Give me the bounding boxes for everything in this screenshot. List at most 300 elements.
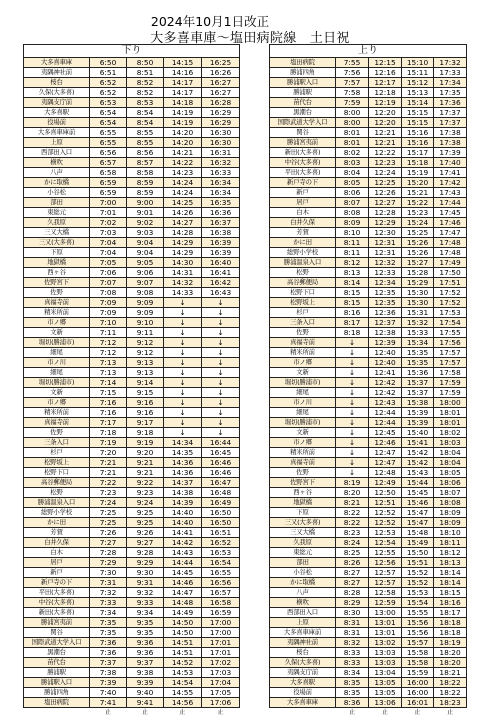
departure-time: 16:37 [202, 218, 240, 228]
table-row [270, 668, 467, 678]
stop-name: 大多喜車庫前 [270, 628, 336, 638]
departure-time: 14:44 [164, 558, 202, 568]
departure-time: 14:34 [164, 438, 202, 448]
departure-time: 12:44 [369, 418, 402, 428]
stop-name: 横吹 [270, 598, 336, 608]
departure-time: 7:16 [90, 408, 127, 418]
departure-time: ↓ [164, 408, 202, 418]
departure-time: 9:24 [127, 498, 164, 508]
stop-name: 西ヶ谷 [24, 268, 90, 278]
departure-time: 15:43 [402, 468, 434, 478]
departure-time: 17:36 [434, 98, 467, 108]
stop-name: 三又大橋 [270, 528, 336, 538]
departure-time: 17:57 [434, 358, 467, 368]
stop-name: 文新 [24, 388, 90, 398]
departure-time: 18:02 [434, 428, 467, 438]
departure-time: 17:52 [434, 288, 467, 298]
departure-time: 12:51 [369, 498, 402, 508]
departure-time: 16:30 [202, 138, 240, 148]
departure-time: 7:15 [90, 388, 127, 398]
departure-time: 12:29 [369, 218, 402, 228]
departure-time: 18:01 [434, 408, 467, 418]
departure-time: 9:41 [127, 698, 164, 708]
stop-name: 文新 [270, 368, 336, 378]
departure-time: 15:42 [402, 458, 434, 468]
terminal-mark: 止 [127, 708, 164, 717]
table-row [24, 308, 240, 318]
stop-name: 塩田病院 [270, 58, 336, 68]
stop-name: かに田 [270, 238, 336, 248]
departure-time: 6:56 [90, 148, 127, 158]
departure-time: 7:36 [90, 638, 127, 648]
departure-time: 15:42 [402, 448, 434, 458]
table-row [270, 558, 467, 568]
table-row [270, 688, 467, 698]
stop-name: 堀切(勝浦市) [270, 418, 336, 428]
departure-time: 7:27 [90, 538, 127, 548]
departure-time: 14:39 [164, 498, 202, 508]
stop-name: 市ノ郷 [270, 438, 336, 448]
table-row [270, 138, 467, 148]
departure-time: 14:56 [164, 698, 202, 708]
departure-time: 14:17 [164, 78, 202, 88]
table-row [270, 438, 467, 448]
departure-time: 13:02 [369, 638, 402, 648]
stop-name: 小谷松 [24, 188, 90, 198]
departure-time: 7:07 [90, 278, 127, 288]
departure-time: 9:01 [127, 208, 164, 218]
departure-time: 12:56 [369, 558, 402, 568]
table-row [270, 408, 467, 418]
departure-time: 17:56 [434, 338, 467, 348]
departure-time: 7:09 [90, 308, 127, 318]
departure-time: 17:01 [202, 638, 240, 648]
departure-time: 15:15 [402, 118, 434, 128]
stop-name: 国際武道大学入口 [270, 118, 336, 128]
stop-name: 久我原 [270, 538, 336, 548]
table-row [270, 178, 467, 188]
stop-name: 役場前 [24, 118, 90, 128]
down-timetable [23, 44, 240, 717]
departure-time: 17:38 [434, 128, 467, 138]
table-row [24, 488, 240, 498]
departure-time: 6:54 [90, 118, 127, 128]
stop-name: 勝浦宮夷前 [24, 618, 90, 628]
departure-time: 18:04 [434, 448, 467, 458]
departure-time: 9:31 [127, 578, 164, 588]
stop-name: 苗代台 [24, 658, 90, 668]
terminal-mark: 止 [164, 708, 202, 717]
stop-name: 杉戸 [270, 308, 336, 318]
departure-time: ↓ [202, 338, 240, 348]
departure-time: 12:21 [369, 128, 402, 138]
departure-time: 12:31 [369, 248, 402, 258]
table-row [270, 338, 467, 348]
departure-time: 16:29 [202, 108, 240, 118]
departure-time: 12:26 [369, 188, 402, 198]
departure-time: 14:31 [164, 268, 202, 278]
departure-time: ↓ [164, 418, 202, 428]
departure-time: 18:03 [434, 438, 467, 448]
departure-time: 7:25 [90, 508, 127, 518]
departure-time: 14:55 [164, 688, 202, 698]
table-row [270, 318, 467, 328]
departure-time: 17:44 [434, 198, 467, 208]
stop-name: 松野坂上 [270, 298, 336, 308]
departure-time: 17:58 [434, 368, 467, 378]
stop-name: 西部田入口 [270, 608, 336, 618]
table-row [24, 168, 240, 178]
departure-time: 16:44 [202, 438, 240, 448]
stop-name: 夷隅神社前 [270, 638, 336, 648]
departure-time: 17:00 [202, 618, 240, 628]
departure-time: 15:19 [402, 168, 434, 178]
stop-name: 精米所前 [270, 348, 336, 358]
departure-time: 15:58 [402, 658, 434, 668]
departure-time: 15:30 [402, 298, 434, 308]
departure-time: ↓ [164, 308, 202, 318]
departure-time: 14:29 [164, 248, 202, 258]
departure-time: 14:20 [164, 128, 202, 138]
table-row [270, 258, 467, 268]
departure-time: 13:03 [369, 658, 402, 668]
stop-name: 八声 [24, 168, 90, 178]
terminal-mark: 止 [202, 708, 240, 717]
stop-name: 市ノ川 [270, 398, 336, 408]
departure-time: 9:02 [127, 218, 164, 228]
departure-time: 18:16 [434, 598, 467, 608]
departure-time: 15:20 [402, 178, 434, 188]
departure-time: 14:51 [164, 648, 202, 658]
stop-name: 平田(大多喜) [270, 168, 336, 178]
departure-time: 8:58 [127, 168, 164, 178]
departure-time: 16:59 [202, 608, 240, 618]
departure-time: 9:14 [127, 378, 164, 388]
departure-time: 8:59 [127, 188, 164, 198]
table-row [270, 268, 467, 278]
stop-name: 桜台 [270, 648, 336, 658]
departure-time: 15:46 [402, 498, 434, 508]
departure-time: ↓ [336, 388, 369, 398]
departure-time: 16:39 [202, 238, 240, 248]
terminal-row [270, 708, 467, 717]
table-row [24, 458, 240, 468]
table-row [24, 428, 240, 438]
table-row [270, 98, 467, 108]
departure-time: 8:17 [336, 318, 369, 328]
departure-time: 17:00 [202, 628, 240, 638]
stop-name: 久保(大多喜) [270, 658, 336, 668]
departure-time: 9:35 [127, 628, 164, 638]
table-row [24, 188, 240, 198]
table-row [270, 388, 467, 398]
departure-time: 7:13 [90, 358, 127, 368]
table-row [270, 578, 467, 588]
departure-time: 8:19 [336, 478, 369, 488]
departure-time: 9:36 [127, 648, 164, 658]
departure-time: 12:33 [369, 268, 402, 278]
departure-time: 17:41 [434, 168, 467, 178]
stop-name: 佐野宮下 [270, 478, 336, 488]
departure-time: 15:13 [402, 88, 434, 98]
departure-time: 13:06 [369, 698, 402, 708]
departure-time: 16:27 [202, 78, 240, 88]
table-row [270, 128, 467, 138]
table-row [270, 118, 467, 128]
table-row [24, 688, 240, 698]
stop-name: 地獄橋 [270, 498, 336, 508]
stop-name: 精米所前 [24, 308, 90, 318]
departure-time: 12:31 [369, 238, 402, 248]
departure-time: 15:22 [402, 198, 434, 208]
departure-time: 12:40 [369, 348, 402, 358]
departure-time: 12:57 [369, 568, 402, 578]
stop-name: 黒潮台 [270, 108, 336, 118]
departure-time: 18:06 [434, 478, 467, 488]
departure-time: 12:39 [369, 338, 402, 348]
departure-time: 12:28 [369, 208, 402, 218]
stop-name: 部田 [24, 198, 90, 208]
departure-time: 15:50 [402, 548, 434, 558]
departure-time: ↓ [336, 418, 369, 428]
table-row [24, 108, 240, 118]
departure-time: 9:33 [127, 598, 164, 608]
departure-time: 12:17 [369, 78, 402, 88]
departure-time: 7:56 [336, 68, 369, 78]
departure-time: 7:22 [90, 478, 127, 488]
departure-time: 14:45 [164, 568, 202, 578]
stop-name: 堀切(勝浦市) [24, 378, 90, 388]
departure-time: 7:36 [90, 648, 127, 658]
departure-time: 9:35 [127, 618, 164, 628]
departure-time: 17:48 [434, 248, 467, 258]
table-row [24, 148, 240, 158]
table-row [270, 458, 467, 468]
table-row [270, 358, 467, 368]
stop-name: 地獄橋 [24, 258, 90, 268]
stop-name: 精米所前 [270, 448, 336, 458]
table-row [24, 248, 240, 258]
departure-time: 14:35 [164, 448, 202, 458]
departure-time: 14:27 [164, 218, 202, 228]
stop-name: 白木 [24, 548, 90, 558]
table-row [24, 658, 240, 668]
departure-time: 18:19 [434, 638, 467, 648]
departure-time: 14:42 [164, 538, 202, 548]
table-row [24, 298, 240, 308]
departure-time: ↓ [336, 448, 369, 458]
departure-time: 14:19 [164, 108, 202, 118]
stop-name: 白井久保 [24, 538, 90, 548]
table-row [270, 588, 467, 598]
table-row [24, 278, 240, 288]
departure-time: 18:05 [434, 468, 467, 478]
departure-time: 9:03 [127, 228, 164, 238]
departure-time: 9:21 [127, 458, 164, 468]
departure-time: 12:42 [369, 378, 402, 388]
departure-time: 14:32 [164, 278, 202, 288]
departure-time: 14:15 [164, 58, 202, 68]
table-row [24, 508, 240, 518]
departure-time: 9:20 [127, 448, 164, 458]
departure-time: 15:15 [402, 108, 434, 118]
stop-name: 上原 [270, 618, 336, 628]
table-row [270, 308, 467, 318]
departure-time: 14:40 [164, 508, 202, 518]
departure-time: 15:14 [402, 98, 434, 108]
stop-name: 芳賀 [24, 528, 90, 538]
departure-time: 8:31 [336, 628, 369, 638]
departure-time: 9:29 [127, 558, 164, 568]
stop-name: かに取橋 [24, 178, 90, 188]
terminal-row [24, 708, 240, 717]
stop-name: 高谷郵便局 [270, 278, 336, 288]
departure-time: 12:35 [369, 298, 402, 308]
departure-time: 7:31 [90, 578, 127, 588]
departure-time: 7:14 [90, 378, 127, 388]
table-row [24, 328, 240, 338]
table-row [270, 538, 467, 548]
departure-time: 16:01 [402, 698, 434, 708]
table-row [270, 148, 467, 158]
departure-time: 18:12 [434, 548, 467, 558]
stop-name: 夷隅支庁前 [270, 668, 336, 678]
table-row [270, 278, 467, 288]
departure-time: 17:43 [434, 188, 467, 198]
departure-time: 14:50 [164, 628, 202, 638]
table-row [270, 238, 467, 248]
departure-time: ↓ [336, 438, 369, 448]
table-row [24, 618, 240, 628]
departure-time: 9:15 [127, 388, 164, 398]
departure-time: 14:40 [164, 518, 202, 528]
departure-time: 14:47 [164, 588, 202, 598]
departure-time: 7:20 [90, 448, 127, 458]
departure-time: 13:04 [369, 668, 402, 678]
stop-name: 白木 [270, 208, 336, 218]
departure-time: 16:56 [202, 578, 240, 588]
departure-time: 16:58 [202, 598, 240, 608]
table-row [24, 388, 240, 398]
departure-time: 14:38 [164, 488, 202, 498]
departure-time: 18:08 [434, 498, 467, 508]
table-row [270, 548, 467, 558]
departure-time: 17:01 [202, 648, 240, 658]
departure-time: 7:06 [90, 268, 127, 278]
departure-time: 17:49 [434, 258, 467, 268]
departure-time: 13:01 [369, 628, 402, 638]
stop-name: 関谷 [270, 128, 336, 138]
departure-time: 15:56 [402, 618, 434, 628]
stop-name: 西部田入口 [24, 148, 90, 158]
table-row [270, 58, 467, 68]
terminal-mark: 止 [402, 708, 434, 717]
departure-time: 12:20 [369, 118, 402, 128]
stop-name: 市ノ郷 [24, 318, 90, 328]
stop-name: 苗代台 [270, 98, 336, 108]
table-row [270, 598, 467, 608]
stop-name: 東総元 [24, 208, 90, 218]
departure-time: 16:38 [202, 228, 240, 238]
stop-name: 新戸寺の下 [270, 178, 336, 188]
departure-time: 6:59 [90, 188, 127, 198]
departure-time: 8:54 [127, 118, 164, 128]
terminal-mark: 止 [434, 708, 467, 717]
departure-time: ↓ [202, 318, 240, 328]
departure-time: 8:04 [336, 168, 369, 178]
departure-time: 9:26 [127, 528, 164, 538]
departure-time: 16:41 [202, 268, 240, 278]
departure-time: 12:21 [369, 138, 402, 148]
departure-time: 9:08 [127, 288, 164, 298]
departure-time: 8:26 [336, 558, 369, 568]
table-row [24, 118, 240, 128]
departure-time: 15:29 [402, 278, 434, 288]
stop-name: 居戸 [270, 198, 336, 208]
departure-time: 14:17 [164, 88, 202, 98]
departure-time: ↓ [336, 428, 369, 438]
departure-time: 17:54 [434, 318, 467, 328]
departure-time: 14:52 [164, 658, 202, 668]
departure-time: 14:29 [164, 238, 202, 248]
table-row [24, 58, 240, 68]
table-row [270, 518, 467, 528]
departure-time: 15:26 [402, 248, 434, 258]
departure-time: 15:55 [402, 608, 434, 618]
stop-name: 勝浦駅 [24, 668, 90, 678]
departure-time: 7:32 [90, 588, 127, 598]
departure-time: 16:54 [202, 558, 240, 568]
departure-time: 16:25 [202, 58, 240, 68]
table-row [270, 168, 467, 178]
departure-time: 8:14 [336, 278, 369, 288]
table-row [270, 508, 467, 518]
table-row [24, 678, 240, 688]
departure-time: 8:00 [336, 118, 369, 128]
table-row [270, 398, 467, 408]
departure-time: 18:21 [434, 668, 467, 678]
departure-time: 15:34 [402, 338, 434, 348]
departure-time: ↓ [202, 348, 240, 358]
terminal-spacer [270, 708, 336, 717]
departure-time: 9:13 [127, 368, 164, 378]
departure-time: 12:18 [369, 88, 402, 98]
table-row [24, 368, 240, 378]
departure-time: 7:37 [90, 658, 127, 668]
up-timetable [269, 44, 467, 717]
departure-time: 15:10 [402, 58, 434, 68]
table-row [270, 488, 467, 498]
table-row [24, 348, 240, 358]
table-row [270, 698, 467, 708]
departure-time: 12:47 [369, 458, 402, 468]
stop-name: 勝浦宮夷前 [270, 138, 336, 148]
stop-name: 松野 [270, 268, 336, 278]
departure-time: 17:55 [434, 328, 467, 338]
departure-time: 6:55 [90, 138, 127, 148]
departure-time: 8:15 [336, 288, 369, 298]
departure-time: 16:48 [202, 488, 240, 498]
table-row [24, 218, 240, 228]
departure-time: 15:17 [402, 148, 434, 158]
departure-time: 16:28 [202, 98, 240, 108]
stop-name: 東総元 [270, 548, 336, 558]
table-row [270, 368, 467, 378]
departure-time: 17:34 [434, 78, 467, 88]
departure-time: 12:20 [369, 108, 402, 118]
departure-time: 17:03 [202, 668, 240, 678]
departure-time: 15:35 [402, 348, 434, 358]
